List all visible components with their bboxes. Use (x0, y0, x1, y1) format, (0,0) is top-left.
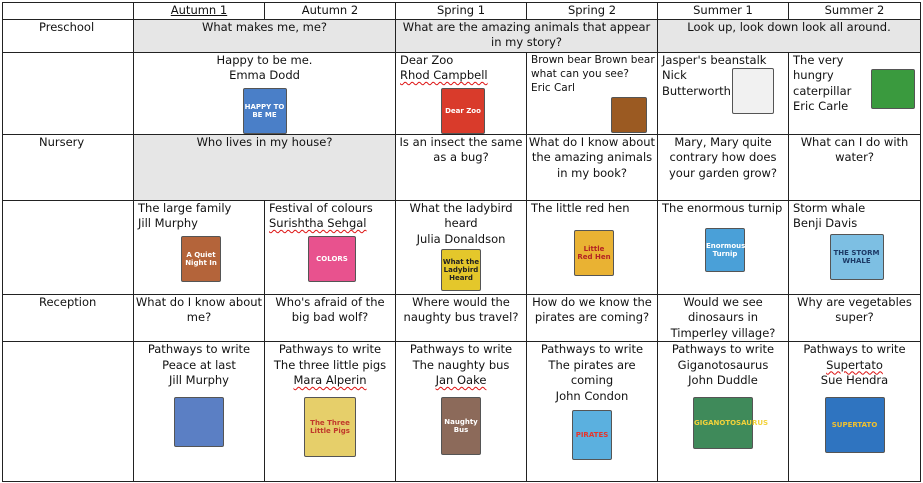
nursery-question-spring2: What do I know about the amazing animals in my book? (527, 134, 658, 200)
book-cover-image (732, 68, 774, 114)
book-title: What the ladybird heard (409, 200, 513, 230)
book-title: The pirates are coming (548, 357, 636, 387)
nursery-question-row (3, 134, 921, 200)
pathways-label: Pathways to write (409, 342, 513, 356)
book-title: The naughty bus (412, 357, 510, 372)
reception-question-spring2: How do we know the pirates are coming? (527, 294, 658, 342)
book-title: Dear Zoo (400, 52, 454, 67)
pathways-label: Pathways to write (803, 342, 906, 356)
nursery-book-label-cell (3, 200, 134, 294)
reception-question-autumn1: What do I know about me? (134, 294, 265, 342)
nursery-book-spring2 (527, 200, 658, 294)
book-author: Sue Hendra (820, 373, 889, 387)
preschool-question-summer: Look up, look down look all around. (658, 19, 921, 52)
book-cover-image: SUPERTATO (825, 397, 885, 453)
book-title: Happy to be me. (216, 52, 313, 67)
book-title: Giganotosaurus (677, 357, 769, 372)
book-cover-image (174, 397, 224, 447)
book-cover-image (871, 69, 915, 109)
book-title: The enormous turnip (662, 200, 783, 215)
preschool-question-autumn: What makes me, me? (134, 19, 396, 52)
book-author: Surishtha Sehgal (269, 216, 367, 230)
pathways-label: Pathways to write (671, 342, 775, 356)
book-author: Jan Oake (435, 373, 487, 387)
reception-question-spring1: Where would the naughty bus travel? (396, 294, 527, 342)
pathways-label: Pathways to write (278, 342, 382, 356)
nursery-book-row (3, 200, 921, 294)
book-author: John Condon (555, 388, 629, 403)
row-label-preschool: Preschool (3, 19, 134, 52)
header-cell-empty (3, 3, 134, 20)
nursery-book-summer1 (658, 200, 789, 294)
nursery-book-spring1 (396, 200, 527, 294)
book-cover-image: THE STORM WHALE (830, 234, 884, 280)
row-label-nursery: Nursery (3, 134, 134, 200)
book-author: John Duddle (688, 373, 758, 387)
nursery-question-autumn: Who lives in my house? (134, 134, 396, 200)
reception-book-summer2 (789, 342, 921, 482)
header-row (3, 3, 921, 20)
book-title: The three little pigs (273, 357, 387, 372)
preschool-question-spring: What are the amazing animals that appear in my story? (396, 19, 658, 52)
book-cover-image: The Three Little Pigs (304, 397, 356, 457)
header-autumn-2: Autumn 2 (265, 3, 396, 20)
header-summer-1: Summer 1 (658, 3, 789, 20)
preschool-book-autumn (134, 52, 396, 134)
book-title: Peace at last (162, 357, 236, 372)
reception-question-summer1: Would we see dinosaurs in Timperley village? (658, 294, 789, 342)
book-author: Jill Murphy (169, 373, 229, 387)
row-label-reception: Reception (3, 294, 134, 342)
book-author: Eric Carle (793, 99, 849, 113)
book-cover-image: Naughty Bus (441, 397, 481, 455)
book-title: The very hungry caterpillar (793, 52, 852, 98)
reception-book-autumn1 (134, 342, 265, 482)
book-author: Julia Donaldson (416, 231, 506, 246)
book-cover-image: What the Ladybird Heard (441, 249, 481, 291)
book-cover-image: Dear Zoo (441, 88, 485, 134)
book-cover-image: HAPPY TO BE ME (243, 88, 287, 134)
nursery-book-summer2 (789, 200, 921, 294)
book-cover-image: A Quiet Night In (181, 236, 221, 282)
reception-book-autumn2 (265, 342, 396, 482)
reception-book-label-cell (3, 342, 134, 482)
book-cover-image: Enormous Turnip (705, 228, 745, 272)
book-cover-image: PIRATES (572, 410, 612, 460)
header-autumn-1: Autumn 1 (134, 3, 265, 20)
preschool-book-spring1 (396, 52, 527, 134)
reception-question-autumn2: Who's afraid of the big bad wolf? (265, 294, 396, 342)
book-title: Jasper's beanstalk (662, 52, 767, 67)
book-author: Benji Davis (793, 216, 858, 230)
book-author: Eric Carl (531, 81, 575, 94)
book-cover-image: COLORS (308, 236, 356, 282)
preschool-book-summer2 (789, 52, 921, 134)
book-title: The little red hen (531, 200, 630, 215)
curriculum-table (2, 2, 921, 482)
preschool-book-label-cell (3, 52, 134, 134)
reception-book-spring1 (396, 342, 527, 482)
nursery-question-spring1: Is an insect the same as a bug? (396, 134, 527, 200)
header-summer-2: Summer 2 (789, 3, 921, 20)
book-author: Emma Dodd (229, 68, 300, 82)
preschool-book-row (3, 52, 921, 134)
book-title: The large family (138, 200, 232, 215)
book-author: Jill Murphy (138, 216, 198, 230)
header-spring-2: Spring 2 (527, 3, 658, 20)
reception-book-summer1 (658, 342, 789, 482)
book-title: Supertato (826, 357, 883, 372)
book-cover-image (611, 97, 647, 133)
nursery-question-summer1: Mary, Mary quite contrary how does your garden grow? (658, 134, 789, 200)
book-title: Storm whale (793, 200, 866, 215)
book-title: Festival of colours (269, 200, 373, 215)
nursery-book-autumn2 (265, 200, 396, 294)
nursery-question-summer2: What can I do with water? (789, 134, 921, 200)
nursery-book-autumn1 (134, 200, 265, 294)
header-spring-1: Spring 1 (396, 3, 527, 20)
preschool-book-spring2 (527, 52, 658, 134)
reception-book-spring2 (527, 342, 658, 482)
preschool-question-row (3, 19, 921, 52)
reception-book-row (3, 342, 921, 482)
book-author: Rhod Campbell (400, 68, 488, 82)
pathways-label: Pathways to write (147, 342, 251, 356)
book-author: Nick Butterworth (662, 68, 731, 98)
book-cover-image: GIGANOTOSAURUS (693, 397, 753, 449)
book-title: Brown bear Brown bear what can you see? (531, 53, 655, 80)
reception-question-row (3, 294, 921, 342)
book-cover-image: Little Red Hen (574, 230, 614, 276)
reception-question-summer2: Why are vegetables super? (789, 294, 921, 342)
preschool-book-summer1 (658, 52, 789, 134)
pathways-label: Pathways to write (540, 342, 644, 356)
book-author: Mara Alperin (293, 373, 367, 387)
